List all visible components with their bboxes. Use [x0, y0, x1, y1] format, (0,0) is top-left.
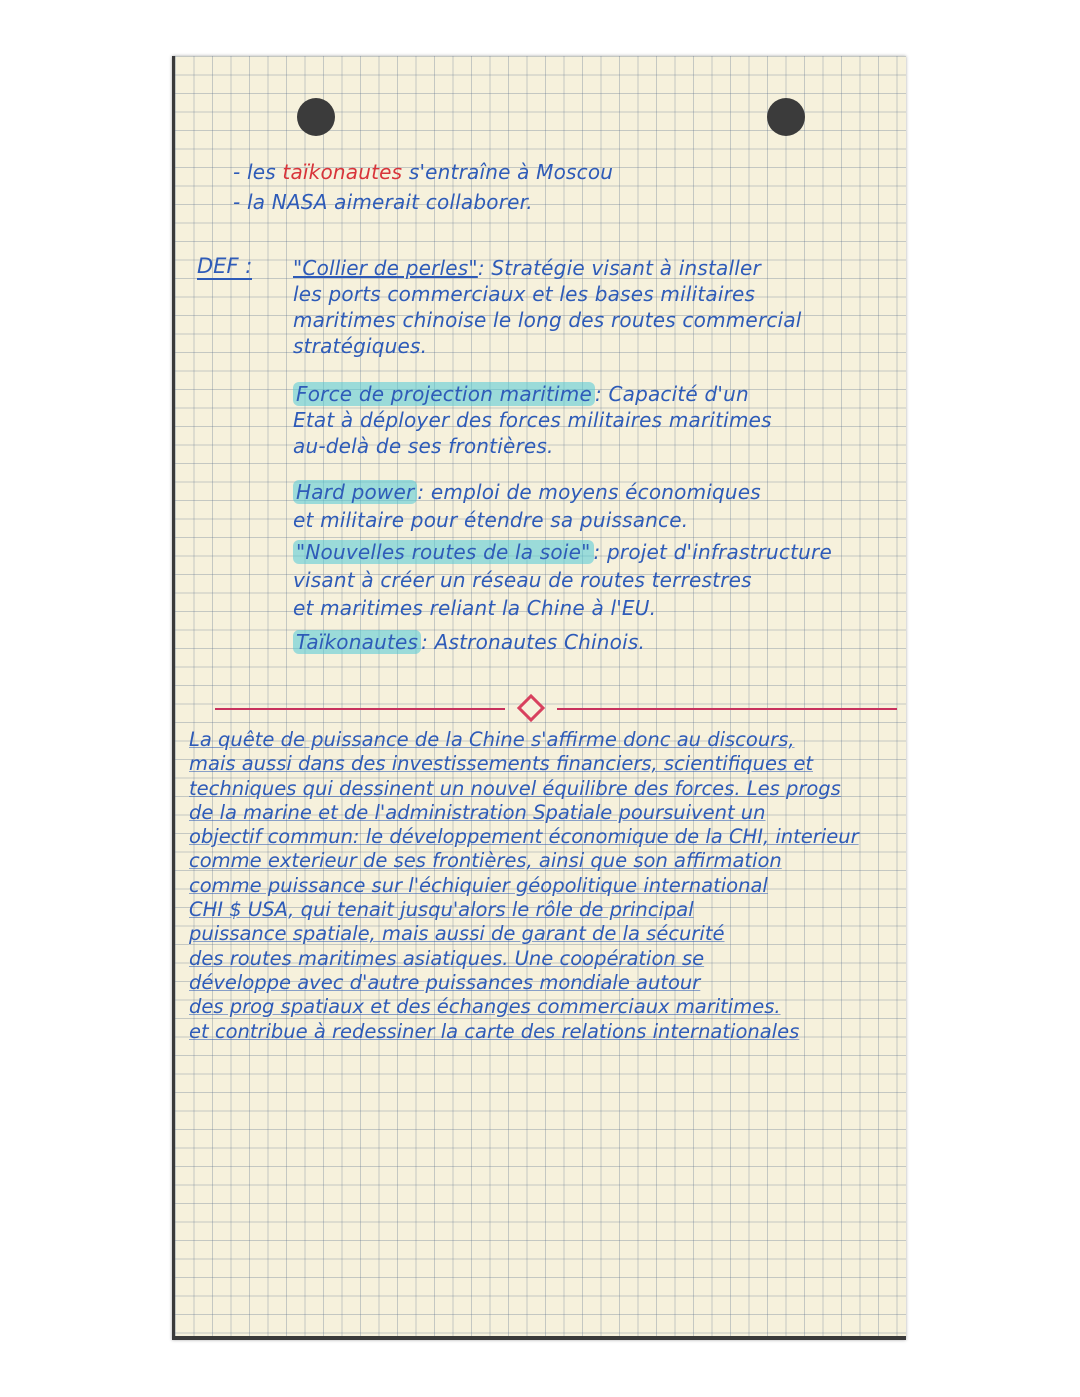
- definition-term: Hard power: [293, 480, 417, 504]
- diamond-icon: [517, 694, 545, 722]
- definition-text: les ports commerciaux et les bases militaires: [293, 282, 756, 306]
- definition-text: : Stratégie visant à installer: [477, 256, 761, 280]
- header-dash: - les: [233, 160, 283, 184]
- definition-text: : Astronautes Chinois.: [421, 630, 645, 654]
- punch-hole-left: [297, 98, 335, 136]
- definition-text: et maritimes reliant la Chine à l'EU.: [293, 596, 657, 620]
- definition-text: : projet d'infrastructure: [593, 540, 832, 564]
- header-text: NASA aimerait collaborer.: [271, 190, 533, 214]
- paragraph-line: objectif commun: le développement économique de la CHI, interieur: [189, 825, 859, 849]
- punch-hole-right: [767, 98, 805, 136]
- paragraph-line: CHI $ USA, qui tenait jusqu'alors le rôle de principal: [189, 898, 694, 922]
- paragraph-line: des prog spatiaux et des échanges commerciaux maritimes.: [189, 995, 781, 1019]
- definition-text: au-delà de ses frontières.: [293, 434, 554, 458]
- definition-5: [293, 630, 645, 654]
- paragraph-line: mais aussi dans des investissements financiers, scientifiques et: [189, 752, 813, 776]
- definition-text: stratégiques.: [293, 334, 428, 358]
- definition-2: [293, 382, 749, 406]
- definition-term: "Nouvelles routes de la soie": [293, 540, 594, 564]
- paragraph-line: La quête de puissance de la Chine s'affirme donc au discours,: [189, 728, 795, 751]
- paragraph-line: des routes maritimes asiatiques. Une coopération se: [189, 946, 705, 970]
- definition-term: Force de projection maritime: [293, 382, 595, 406]
- definition-4: [293, 540, 832, 564]
- definition-1: [293, 256, 761, 280]
- header-line-1: [233, 160, 613, 184]
- header-line-2: [233, 190, 533, 214]
- definitions-label: DEF :: [197, 254, 253, 278]
- definition-term: Taïkonautes: [293, 630, 421, 654]
- header-dash: - la: [233, 190, 272, 214]
- paragraph-line: comme exterieur de ses frontières, ainsi que son affirmation: [189, 849, 782, 873]
- paragraph-line: techniques qui dessinent un nouvel équilibre des forces. Les progs: [189, 776, 841, 800]
- header-text: s'entraîne à Moscou: [402, 160, 614, 184]
- definition-text: et militaire pour étendre sa puissance.: [293, 508, 689, 532]
- paragraph-line: puissance spatiale, mais aussi de garant de la sécurité: [189, 922, 725, 946]
- divider-line-right: [557, 708, 897, 710]
- definition-text: Etat à déployer des forces militaires maritimes: [293, 408, 772, 432]
- paragraph-line: de la marine et de l'administration Spatiale poursuivent un: [189, 800, 766, 824]
- definition-text: : emploi de moyens économiques: [417, 480, 761, 504]
- header-highlight-word: taïkonautes: [282, 160, 403, 184]
- definition-term: "Collier de perles": [293, 256, 478, 280]
- definition-3: [293, 480, 761, 504]
- definition-text: : Capacité d'un: [594, 382, 749, 406]
- divider-line-left: [215, 708, 505, 710]
- paragraph-line: développe avec d'autre puissances mondiale autour: [189, 970, 701, 994]
- paragraph-line: comme puissance sur l'échiquier géopolitique international: [189, 873, 768, 897]
- definition-text: visant à créer un réseau de routes terrestres: [293, 568, 752, 592]
- paragraph: [189, 728, 901, 1044]
- definition-text: maritimes chinoise le long des routes commercial: [293, 308, 802, 332]
- paragraph-line: et contribue à redessiner la carte des relations internationales: [189, 1019, 800, 1043]
- notebook-page: [172, 56, 906, 1340]
